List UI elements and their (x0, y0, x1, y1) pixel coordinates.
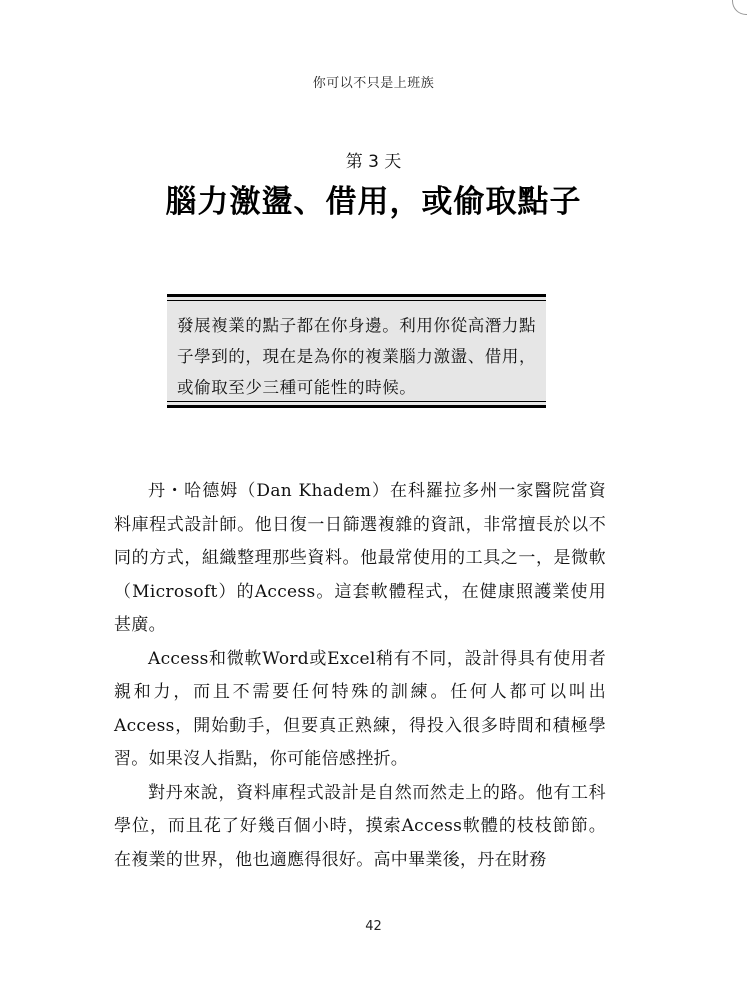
chapter-day-label: 第 3 天 (345, 152, 402, 172)
body-paragraph: Access和微軟Word或Excel稍有不同，設計得具有使用者親和力，而且不需要任何特殊的訓練。任何人都可以叫出Access，開始動手，但要真正熟練，得投入很多時間和積極學習。如果沒人指點，你可能倍感挫折。 (114, 648, 606, 769)
chapter-summary-box (167, 294, 546, 408)
body-text (114, 475, 606, 877)
summary-top-rule (167, 294, 546, 301)
chapter-title: 腦力激盪、借用，或偷取點子 (165, 184, 582, 220)
summary-bottom-rule (167, 401, 546, 408)
body-paragraph: 對丹來說，資料庫程式設計是自然而然走上的路。他有工科學位，而且花了好幾百個小時，摸索Access軟體的枝枝節節。在複業的世界，他也適應得很好。高中畢業後，丹在財務 (114, 782, 606, 870)
running-header: 你可以不只是上班族 (312, 76, 435, 91)
page-number: 42 (365, 919, 382, 934)
body-paragraph: 丹・哈德姆（Dan Khadem）在科羅拉多州一家醫院當資料庫程式設計師。他日復一日篩選複雜的資訊，非常擅長於以不同的方式，組織整理那些資料。他最常使用的工具之一，是微軟（Microsoft）的Access。這套軟體程式，在健康照護業使用甚廣。 (114, 481, 606, 635)
chapter-summary-text: 發展複業的點子都在你身邊。利用你從高潛力點子學到的，現在是為你的複業腦力激盪、借用，或偷取至少三種可能性的時候。 (177, 316, 537, 397)
page-corner-mark (732, 0, 747, 15)
